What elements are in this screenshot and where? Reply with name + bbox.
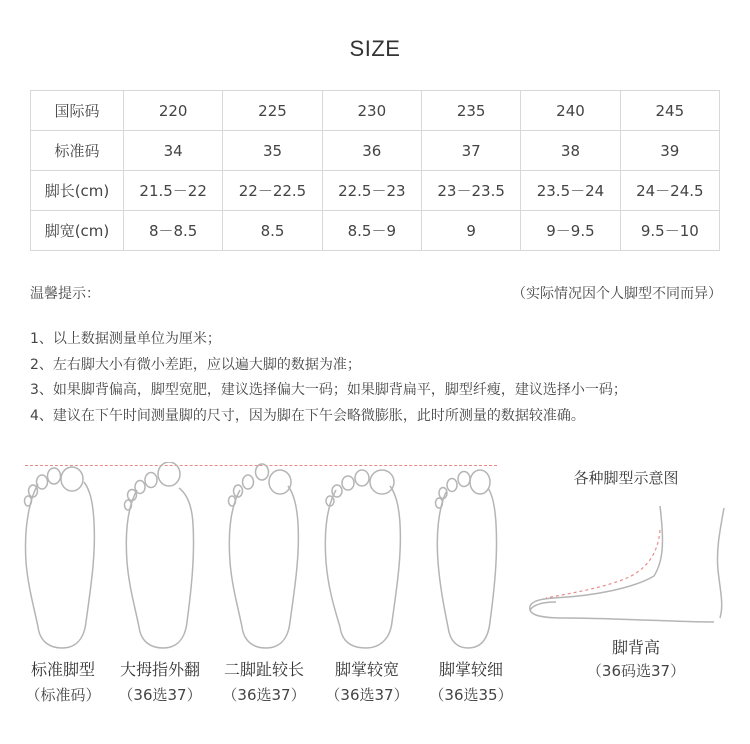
foot-type-sub: （36码选37）: [586, 662, 686, 680]
table-cell: 230: [322, 91, 421, 131]
table-cell: 240: [521, 91, 620, 131]
wide-foot-icon: [322, 462, 406, 652]
page-title: SIZE: [349, 36, 401, 61]
bunion-foot-icon: [121, 462, 201, 652]
table-row: [31, 171, 720, 211]
foot-type-label: 脚背高: [611, 638, 660, 657]
table-cell: 37: [421, 131, 520, 171]
table-cell: 8.5－9: [322, 211, 421, 251]
table-cell: 35: [223, 131, 322, 171]
table-cell: 39: [620, 131, 719, 171]
table-cell: 36: [322, 131, 421, 171]
row-header: 标准码: [31, 131, 124, 171]
foot-type-sub: （36选37）: [118, 686, 202, 704]
table-cell: 22－22.5: [223, 171, 322, 211]
foot-type-label: 脚掌较细: [438, 660, 503, 679]
table-cell: 21.5－22: [124, 171, 223, 211]
standard-foot-icon: [20, 462, 100, 652]
foot-type-label: 大拇指外翻: [119, 660, 200, 679]
tips-note: （实际情况因个人脚型不同而异）: [512, 286, 722, 302]
row-header: 脚宽(cm): [31, 211, 124, 251]
row-header: 国际码: [31, 91, 124, 131]
table-cell: 23.5－24: [521, 171, 620, 211]
table-row: [31, 131, 720, 171]
table-cell: 8－8.5: [124, 211, 223, 251]
table-cell: 34: [124, 131, 223, 171]
table-cell: 235: [421, 91, 520, 131]
foot-type-label: 标准脚型: [30, 660, 95, 679]
foot-type-sub: （36选35）: [429, 686, 513, 704]
tips-list: [30, 327, 627, 429]
foot-type-label: 二脚趾较长: [223, 660, 304, 679]
list-item: 1、以上数据测量单位为厘米；: [30, 331, 221, 347]
foot-type-sub: （36选37）: [222, 686, 306, 704]
list-item: 2、左右脚大小有微小差距，应以遍大脚的数据为准；: [30, 356, 361, 373]
high-instep-foot-icon: [524, 500, 734, 630]
table-row: [31, 211, 720, 251]
table-cell: 9－9.5: [521, 211, 620, 251]
table-cell: 9: [421, 211, 520, 251]
list-item: 3、如果脚背偏高，脚型宽肥，建议选择偏大一码；如果脚背扁平，脚型纤瘦，建议选择小一码；: [30, 382, 627, 398]
narrow-foot-icon: [430, 462, 506, 652]
long-second-toe-foot-icon: [224, 462, 304, 652]
size-table: [30, 90, 720, 251]
table-cell: 38: [521, 131, 620, 171]
table-row: [31, 91, 720, 131]
table-cell: 225: [223, 91, 322, 131]
list-item: 4、建议在下午时间测量脚的尺寸，因为脚在下午会略微膨胀，此时所测量的数据较准确。: [30, 407, 585, 424]
table-cell: 8.5: [223, 211, 322, 251]
table-cell: 220: [124, 91, 223, 131]
table-cell: 9.5－10: [620, 211, 719, 251]
table-cell: 245: [620, 91, 719, 131]
table-cell: 22.5－23: [322, 171, 421, 211]
foot-type-sub: （标准码）: [25, 686, 101, 704]
table-cell: 24－24.5: [620, 171, 719, 211]
foot-types-caption: 各种脚型示意图: [573, 469, 679, 487]
foot-type-sub: （36选37）: [325, 686, 409, 704]
foot-type-label: 脚掌较宽: [334, 660, 399, 679]
row-header: 脚长(cm): [31, 171, 124, 211]
tips-label: 温馨提示：: [30, 286, 100, 302]
table-cell: 23－23.5: [421, 171, 520, 211]
